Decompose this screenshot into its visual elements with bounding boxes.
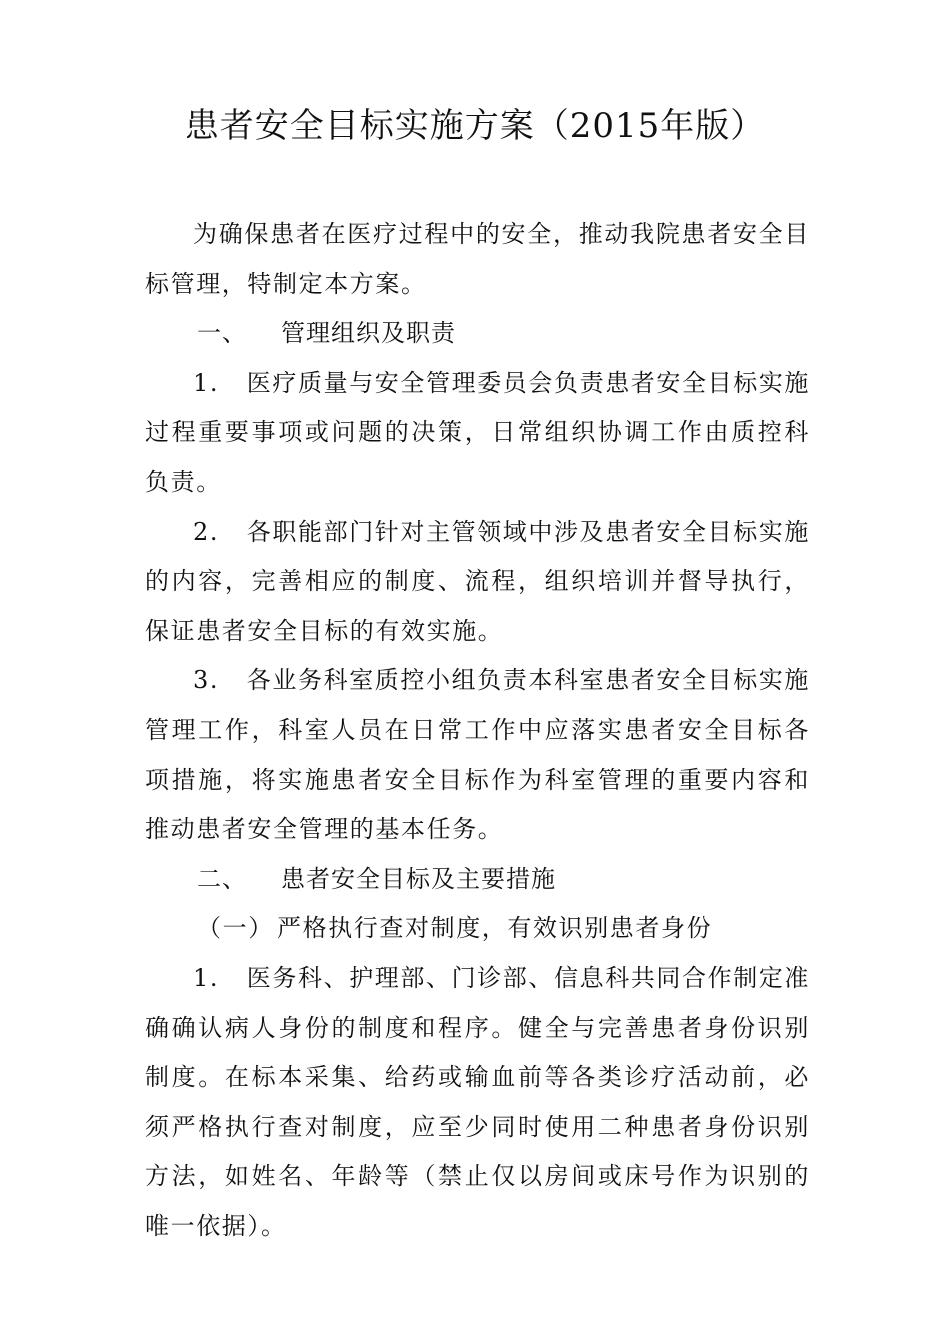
item-number: 2.	[193, 517, 220, 546]
subsection-number: （一）	[197, 914, 274, 943]
item-number: 1.	[193, 963, 220, 992]
section-1-number: 一、	[197, 319, 247, 348]
paragraph	[145, 656, 810, 854]
document-body	[145, 210, 810, 1251]
subsection-title: 严格执行查对制度，有效识别患者身份	[277, 914, 713, 943]
item-text: 各业务科室质控小组负责本科室患者安全目标实施管理工作，科室人员在日常工作中应落实患者安全目标各项措施，将实施患者安全目标作为科室管理的重要内容和推动患者安全管理的基本任务。	[145, 666, 810, 844]
intro-paragraph: 为确保患者在医疗过程中的安全，推动我院患者安全目标管理，特制定本方案。	[145, 220, 810, 298]
item-number: 3.	[193, 666, 220, 695]
section-1-heading	[145, 309, 810, 359]
item-number: 1.	[193, 368, 220, 397]
section-2-heading	[145, 855, 810, 905]
item-text: 医疗质量与安全管理委员会负责患者安全目标实施过程重要事项或问题的决策，日常组织协调工作由质控科负责。	[145, 368, 810, 496]
section-1-title: 管理组织及职责	[281, 319, 456, 348]
document-title: 患者安全目标实施方案（2015年版）	[184, 106, 766, 146]
item-text: 各职能部门针对主管领域中涉及患者安全目标实施的内容，完善相应的制度、流程，组织培训并督导执行，保证患者安全目标的有效实施。	[145, 517, 810, 645]
paragraph	[145, 359, 810, 508]
paragraph	[145, 954, 810, 1252]
item-text: 医务科、护理部、门诊部、信息科共同合作制定准确确认病人身份的制度和程序。健全与完善患者身份识别制度。在标本采集、给药或输血前等各类诊疗活动前，必须严格执行查对制度，应至少同时使用二种患者身份识别方法，如姓名、年龄等（禁止仅以房间或床号作为识别的唯一依据）。	[145, 963, 810, 1240]
subsection-heading	[145, 904, 810, 954]
section-2-title: 患者安全目标及主要措施	[281, 864, 556, 893]
section-2-number: 二、	[197, 864, 247, 893]
paragraph	[145, 508, 810, 657]
